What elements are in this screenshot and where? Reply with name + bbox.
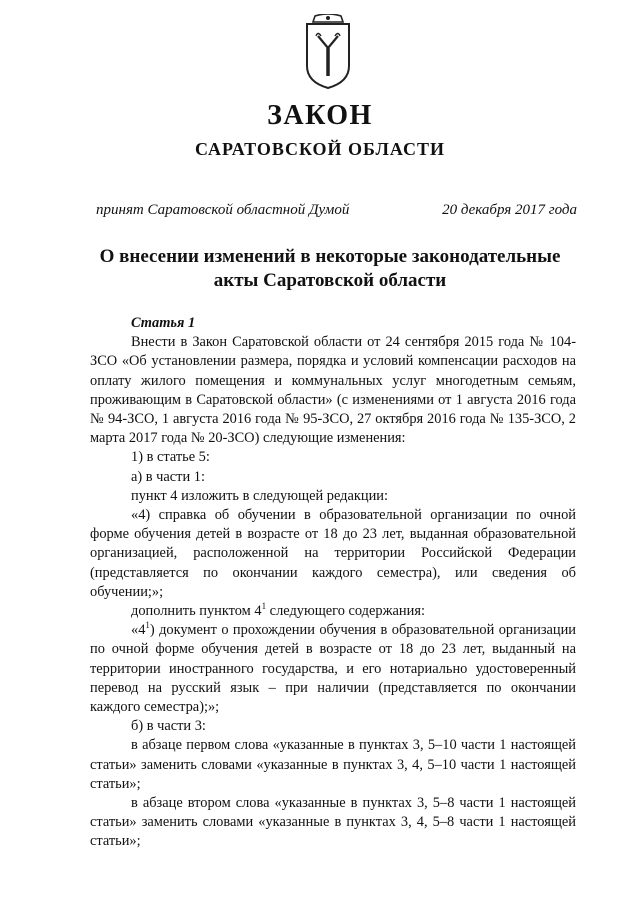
- document-subtitle: САРАТОВСКОЙ ОБЛАСТИ: [194, 139, 446, 159]
- adoption-date: 20 декабря 2017 года: [442, 202, 577, 218]
- add-point-paragraph: дополнить пунктом $4^1$ следующего содержания:: [131, 601, 425, 620]
- point-41-quote: «$4^1$) документ о прохождении обучения в образовательной организации по очной форме обучения детей в возрасте от 18 до 23 лет, выданный на территории иностранного государства, и его нотариально удостоверенный перевод на русский язык – при наличии (представляется по окончании каждого семестра);»;: [90, 620, 576, 716]
- document-body: [90, 314, 576, 852]
- item-1: 1) в статье 5:: [131, 449, 210, 466]
- document-title: ЗАКОН: [267, 100, 373, 131]
- item-1a-text: пункт 4 изложить в следующей редакции:: [131, 487, 388, 504]
- item-1a: а) в части 1:: [131, 468, 205, 485]
- paragraph-second: в абзаце втором слова «указанные в пунктах 3, 5–8 части 1 настоящей статьи» заменить словами «указанные в пунктах 3, 4, 5–8 части 1 настоящей статьи»;: [90, 795, 576, 850]
- item-1a-quote: «4) справка об обучении в образовательной организации по очной форме обучения детей в возрасте от 18 до 23 лет, выданная образовательной организацией, расположенной на территории Российской Федерации (представляется по окончании каждого семестра), или сведения об обучении;»;: [90, 507, 576, 600]
- item-1b: б) в части 3:: [131, 718, 206, 735]
- law-title: О внесении изменений в некоторые законодательные акты Саратовской области: [99, 246, 561, 291]
- article-intro: Внести в Закон Саратовской области от 24 сентября 2015 года № 104-ЗСО «Об установлении размера, порядка и условий компенсации расходов на оплату жилого помещения и коммунальных услуг многодетным семьям, проживающим в Саратовской области» (с изменениями от 1 августа 2016 года № 94-ЗСО, 1 августа 2016 года № 95-ЗСО, 27 октября 2016 года № 135-ЗСО, 2 марта 2017 года № 20-ЗСО) следующие изменения:: [90, 334, 576, 447]
- saratov-coat-of-arms-icon: [303, 14, 353, 90]
- article-heading: Статья 1: [131, 315, 196, 331]
- paragraph-first: в абзаце первом слова «указанные в пунктах 3, 5–10 части 1 настоящей статьи» заменить словами «указанные в пунктах 3, 4, 5–10 части 1 настоящей статьи»;: [90, 737, 576, 792]
- adopted-by-text: принят Саратовской областной Думой: [96, 202, 350, 218]
